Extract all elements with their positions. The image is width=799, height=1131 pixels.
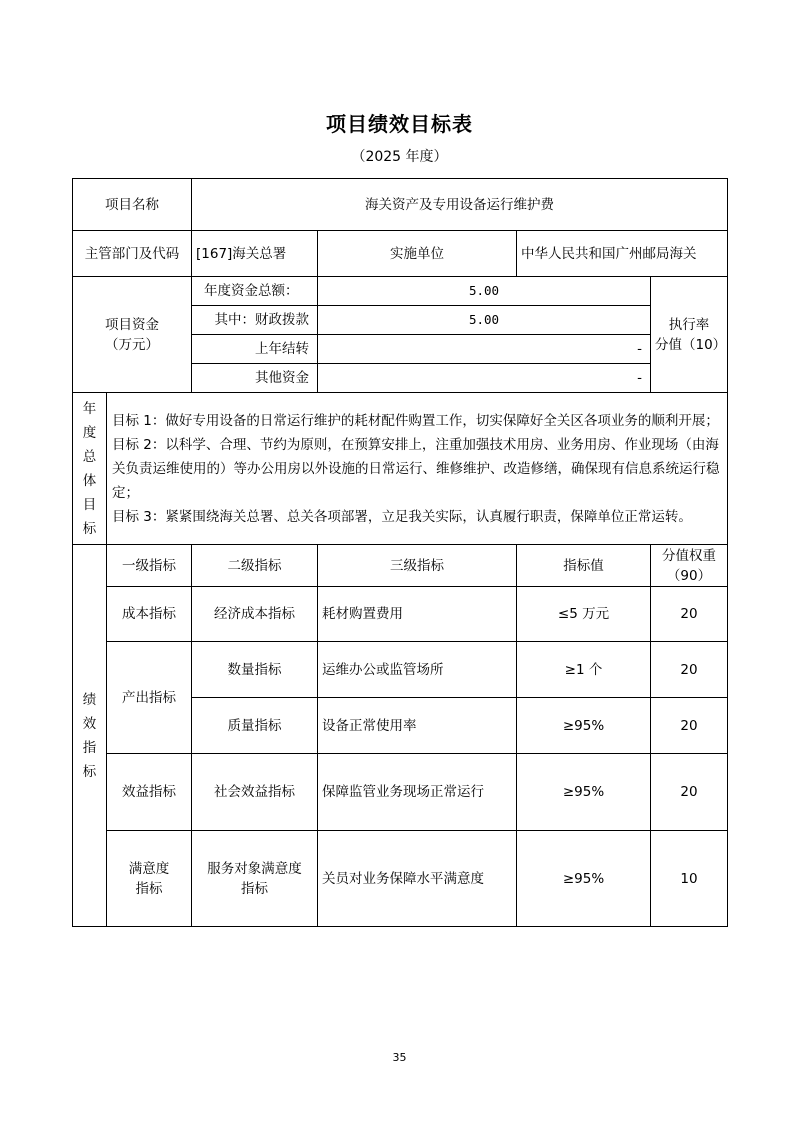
- benefit-value: ≥95%: [517, 754, 651, 831]
- satisfaction-level1: 满意度: [128, 860, 170, 877]
- header-level3: 三级指标: [318, 545, 517, 587]
- cost-weight: 20: [651, 587, 728, 642]
- funds-item-value: 5.00: [318, 277, 651, 306]
- header-level2: 二级指标: [192, 545, 318, 587]
- satisfaction-level2-cell: [192, 831, 318, 927]
- annual-goals-content: [107, 393, 728, 545]
- benefit-level2: 社会效益指标: [192, 754, 318, 831]
- satisfaction-level1-cell: [107, 831, 192, 927]
- header-weight-cell: [651, 545, 728, 587]
- year-subtitle: （2025 年度）: [351, 149, 448, 165]
- implementing-unit-value: 中华人民共和国广州邮局海关: [517, 231, 728, 277]
- funds-unit: （万元）: [105, 336, 159, 353]
- funds-item-label: 年度资金总额：: [192, 277, 318, 306]
- output-value: ≥95%: [517, 698, 651, 754]
- satisfaction-level3: 关员对业务保障水平满意度: [318, 831, 517, 927]
- satisfaction-weight: 10: [651, 831, 728, 927]
- satisfaction-level2-suffix: 指标: [241, 880, 268, 897]
- benefit-level3: 保障监管业务现场正常运行: [318, 754, 517, 831]
- funds-item-label: 上年结转: [192, 335, 318, 364]
- table-row: [73, 831, 728, 927]
- cost-level3: 耗材购置费用: [318, 587, 517, 642]
- output-level1: 产出指标: [107, 642, 192, 754]
- annual-goals-label: [73, 393, 107, 545]
- project-name-value: 海关资产及专用设备运行维护费: [192, 179, 728, 231]
- funds-item-value: 5.00: [318, 306, 651, 335]
- funds-item-label: 其他资金: [192, 364, 318, 393]
- department-row: [73, 231, 728, 277]
- satisfaction-level1-suffix: 指标: [135, 880, 163, 897]
- annual-goals-label-text: 年度总体目标: [82, 400, 97, 537]
- funds-label-cell: [73, 277, 192, 393]
- goal-item: 目标 3：紧紧围绕海关总署、总关各项部署，立足我关实际，认真履行职责，保障单位正常运转。: [112, 508, 692, 525]
- project-name-row: [73, 179, 728, 231]
- implementing-unit-label: 实施单位: [318, 231, 517, 277]
- funds-row-total: [73, 277, 728, 306]
- output-level3: 设备正常使用率: [318, 698, 517, 754]
- satisfaction-value: ≥95%: [517, 831, 651, 927]
- cost-level2: 经济成本指标: [192, 587, 318, 642]
- benefit-weight: 20: [651, 754, 728, 831]
- execution-rate-label: 执行率: [668, 316, 710, 333]
- output-weight: 20: [651, 698, 728, 754]
- performance-header-row: [73, 545, 728, 587]
- output-level2: 质量指标: [192, 698, 318, 754]
- goal-item: 目标 2：以科学、合理、节约为原则，在预算安排上，注重加强技术用房、业务用房、作业现场（由海关负责运维使用的）等办公用房以外设施的日常运行、维修维护、改造修缮，确保现有信息系统运行稳定；: [112, 436, 720, 501]
- header-weight-total: （90）: [666, 567, 712, 584]
- header-weight: 分值权重: [662, 547, 717, 564]
- output-level3: 运维办公或监管场所: [318, 642, 517, 698]
- funds-label: 项目资金: [105, 316, 159, 333]
- output-value: ≥1 个: [517, 642, 651, 698]
- header-level1: 一级指标: [107, 545, 192, 587]
- funds-item-value: -: [318, 364, 651, 393]
- performance-label: [73, 545, 107, 927]
- execution-rate-score: 分值（10）: [655, 336, 727, 353]
- performance-label-text: 绩效指标: [82, 691, 97, 780]
- table-row: [73, 754, 728, 831]
- table-row: [73, 587, 728, 642]
- goal-item: 目标 1：做好专用设备的日常运行维护的耗材配件购置工作，切实保障好全关区各项业务的顺利开展；: [112, 412, 719, 429]
- page-title: 项目绩效目标表: [326, 112, 473, 136]
- table-row: [73, 642, 728, 698]
- header-value: 指标值: [517, 545, 651, 587]
- page-number: 35: [392, 1051, 407, 1064]
- annual-goals-row: [73, 393, 728, 545]
- department-label: 主管部门及代码: [73, 231, 192, 277]
- output-weight: 20: [651, 642, 728, 698]
- funds-item-label: 其中：财政拨款: [192, 306, 318, 335]
- execution-rate-cell: [651, 277, 728, 393]
- project-name-label: 项目名称: [73, 179, 192, 231]
- funds-item-value: -: [318, 335, 651, 364]
- cost-level1: 成本指标: [107, 587, 192, 642]
- department-value: [167]海关总署: [192, 231, 318, 277]
- satisfaction-level2: 服务对象满意度: [207, 860, 302, 877]
- cost-value: ≤5 万元: [517, 587, 651, 642]
- output-level2: 数量指标: [192, 642, 318, 698]
- performance-table: [72, 178, 728, 927]
- benefit-level1: 效益指标: [107, 754, 192, 831]
